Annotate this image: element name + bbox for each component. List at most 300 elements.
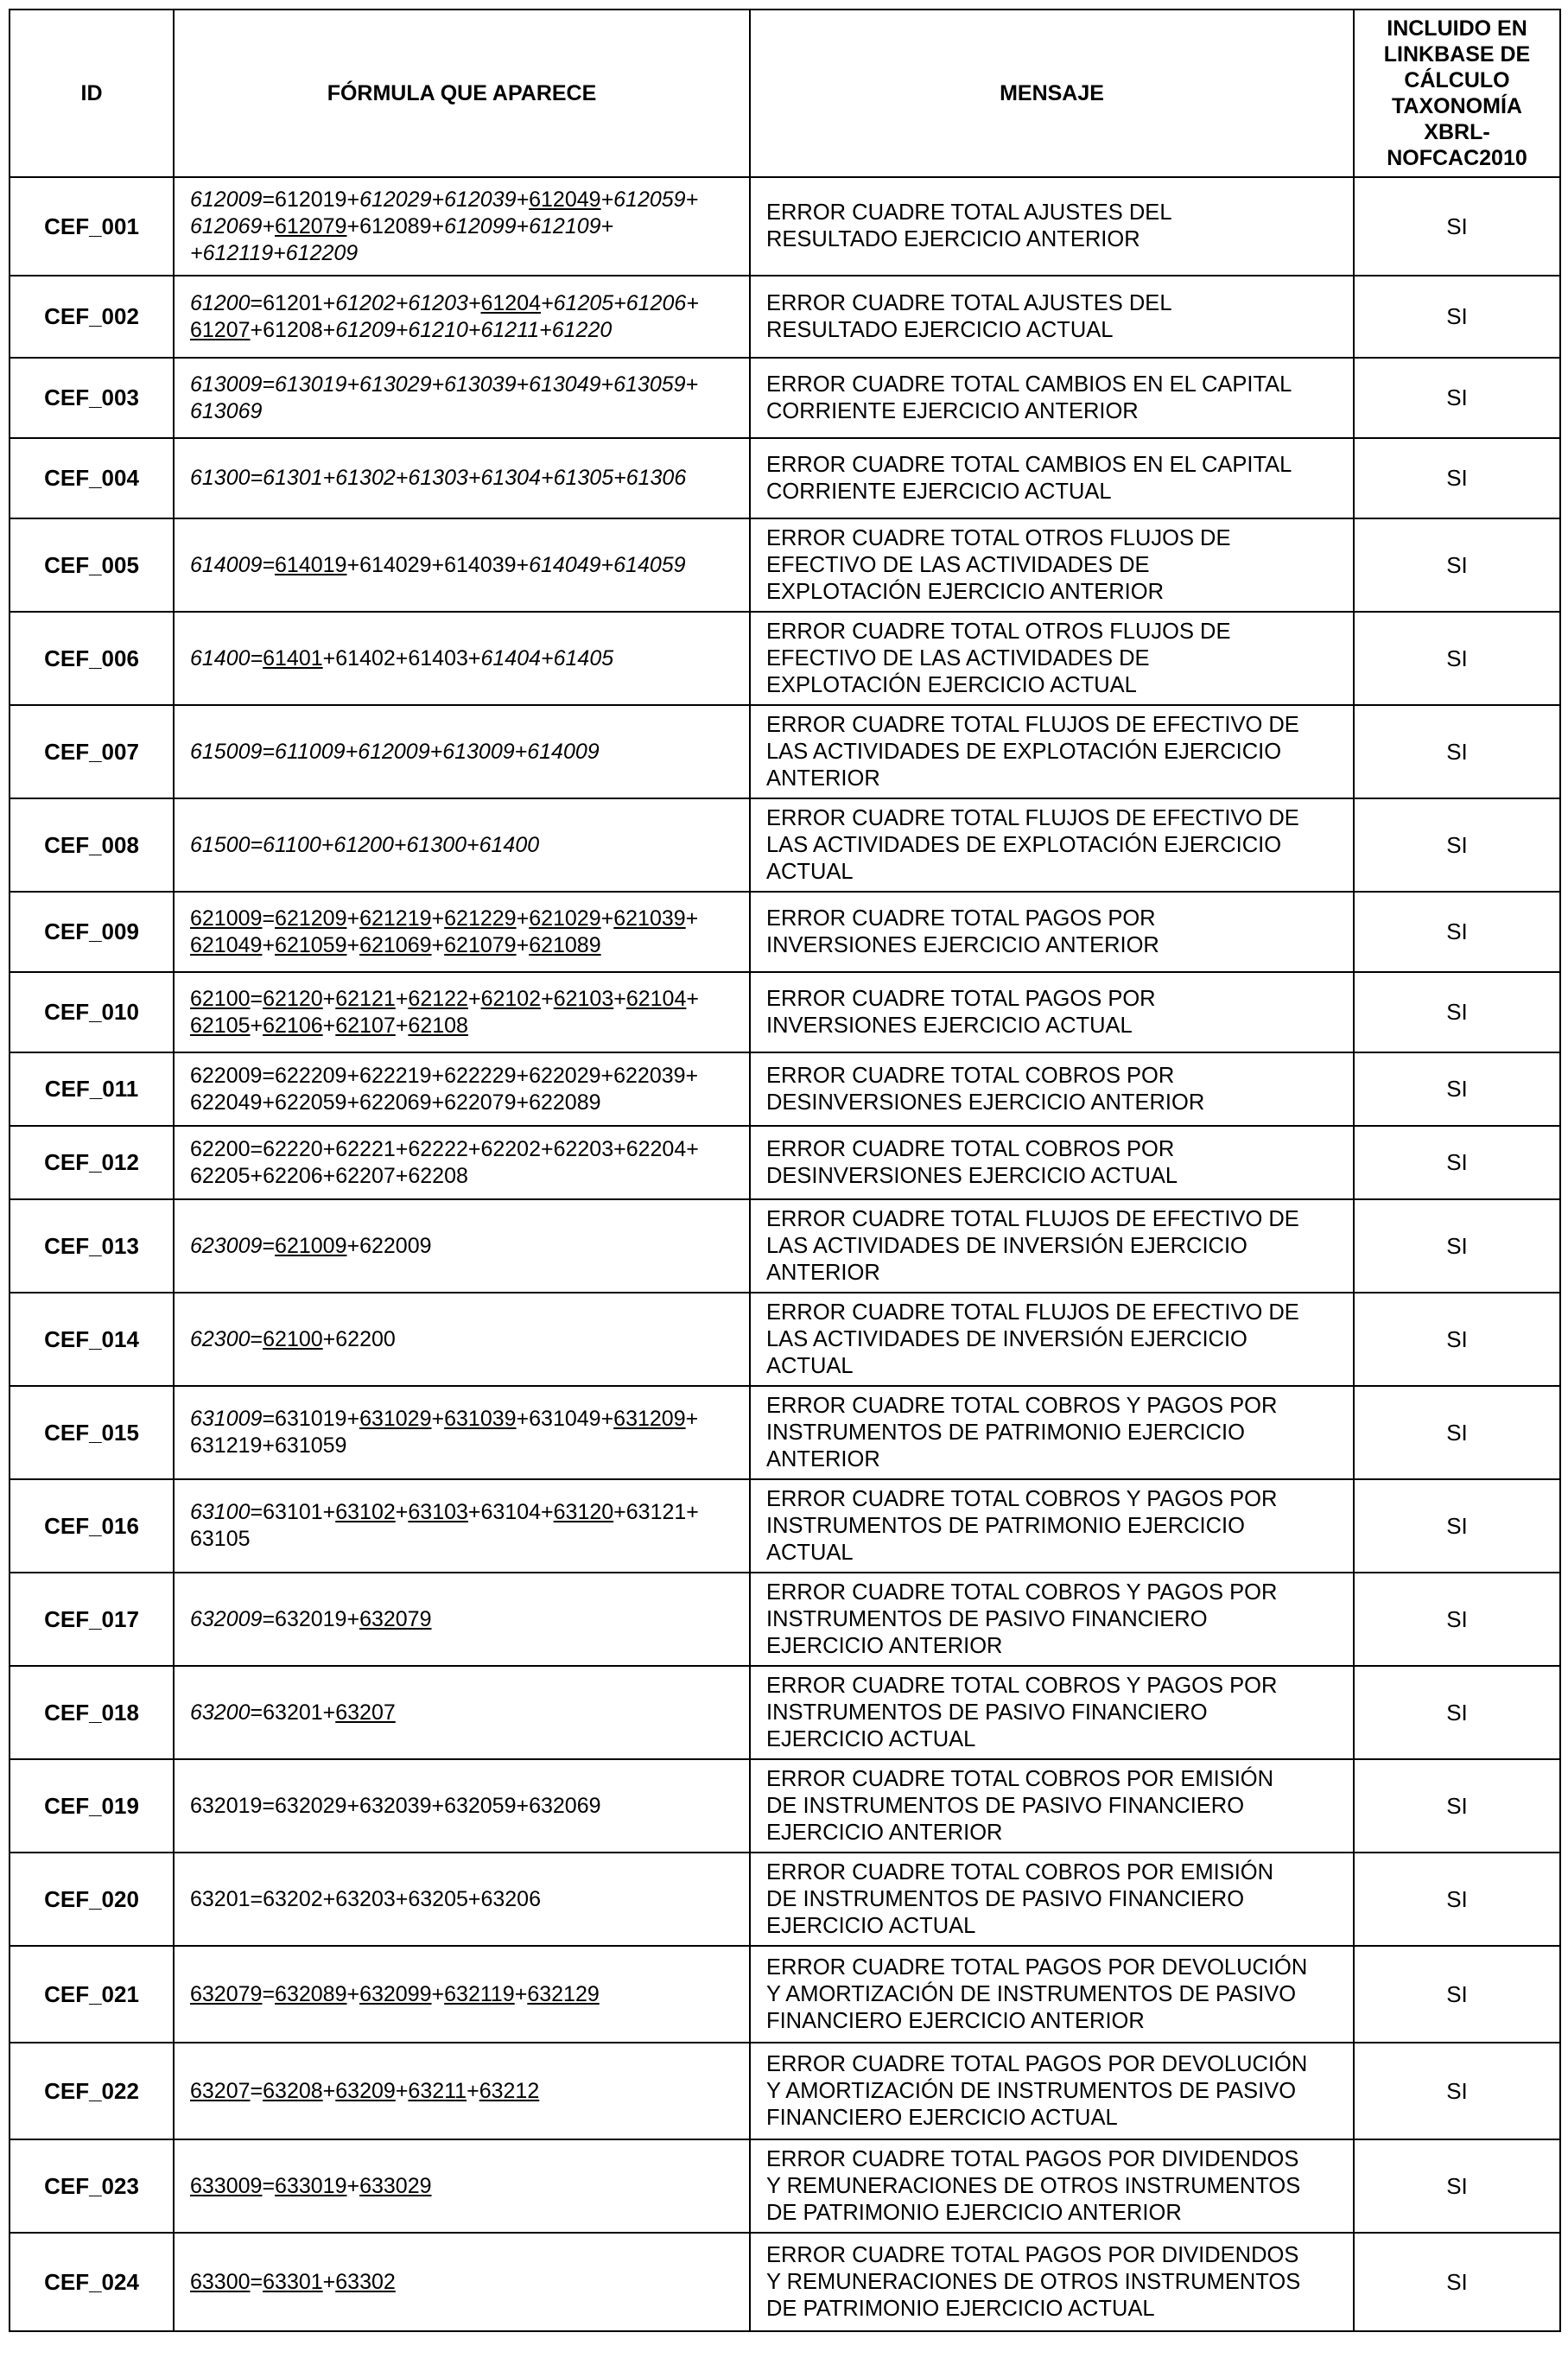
formula-line (190, 1090, 733, 1116)
message-line: ERROR CUADRE TOTAL OTROS FLUJOS DE (766, 525, 1231, 550)
rule-formula (174, 1573, 750, 1666)
table-row (10, 358, 1560, 438)
message-line: DE INSTRUMENTOS DE PASIVO FINANCIERO (766, 1793, 1245, 1818)
formula-term: 621039 (613, 906, 686, 931)
formula-term: +631049+ (516, 1407, 614, 1431)
rule-formula (174, 1946, 750, 2043)
table-row (10, 1946, 1560, 2043)
rule-formula (174, 177, 750, 276)
rule-formula (174, 518, 750, 612)
message-line: ERROR CUADRE TOTAL COBROS POR EMISIÓN (766, 1766, 1274, 1791)
message-line: INSTRUMENTOS DE PATRIMONIO EJERCICIO (766, 1513, 1245, 1538)
table-row (10, 2043, 1560, 2139)
formula-term: + (346, 2173, 360, 2198)
header-included-line: TAXONOMÍA (1392, 94, 1522, 118)
table-row (10, 177, 1560, 276)
message-line: ERROR CUADRE TOTAL PAGOS POR DIVIDENDOS (766, 2146, 1299, 2171)
rule-formula (174, 705, 750, 798)
formula-term: + (686, 986, 699, 1011)
table-row (10, 892, 1560, 972)
formula-term: +612089+ (346, 213, 445, 238)
rule-message (750, 1199, 1354, 1293)
message-line: RESULTADO EJERCICIO ACTUAL (766, 317, 1114, 342)
formula-term: = (262, 1981, 276, 2006)
formula-term: 62100 (190, 986, 251, 1011)
formula-term: + (516, 932, 530, 957)
message-line: INVERSIONES EJERCICIO ACTUAL (766, 1013, 1133, 1038)
rule-message (750, 2043, 1354, 2139)
header-included-line: LINKBASE DE (1383, 42, 1531, 67)
formula-term: +63121+ (613, 1500, 699, 1524)
message-line: ERROR CUADRE TOTAL COBROS Y PAGOS POR (766, 1486, 1278, 1511)
message-line: LAS ACTIVIDADES DE INVERSIÓN EJERCICIO (766, 1233, 1247, 1258)
formula-term: + (346, 906, 360, 931)
formula-term: +614029+614039+ (346, 552, 530, 577)
message-line: ERROR CUADRE TOTAL OTROS FLUJOS DE (766, 619, 1231, 644)
table-row (10, 1052, 1560, 1126)
formula-term: + (467, 2078, 479, 2103)
rule-message (750, 1293, 1354, 1386)
rule-formula (174, 358, 750, 438)
rule-message (750, 2233, 1354, 2331)
formula-line (190, 213, 733, 240)
rule-message (750, 705, 1354, 798)
rule-id: CEF_002 (10, 276, 174, 358)
formula-term: + (322, 2078, 336, 2103)
formula-term: 612079 (275, 213, 347, 238)
formula-line (190, 832, 733, 859)
message-line: ERROR CUADRE TOTAL FLUJOS DE EFECTIVO DE (766, 1206, 1299, 1231)
formula-term: 63105 (190, 1527, 251, 1551)
message-line: ACTUAL (766, 1540, 854, 1565)
formula-line (190, 372, 733, 398)
table-row (10, 612, 1560, 705)
message-line: EXPLOTACIÓN EJERCICIO ACTUAL (766, 672, 1137, 697)
message-line: DESINVERSIONES EJERCICIO ANTERIOR (766, 1090, 1205, 1115)
formula-term: +63104+ (467, 1500, 554, 1524)
rule-id: CEF_013 (10, 1199, 174, 1293)
message-line: EFECTIVO DE LAS ACTIVIDADES DE (766, 645, 1150, 671)
rule-id: CEF_004 (10, 438, 174, 518)
formula-term: + (395, 1500, 409, 1524)
message-line: EJERCICIO ACTUAL (766, 1913, 976, 1938)
formula-term: +61402+61403+ (322, 645, 481, 671)
formula-term: 631209 (613, 1407, 686, 1431)
rule-formula (174, 1199, 750, 1293)
message-line: EXPLOTACIÓN EJERCICIO ANTERIOR (766, 579, 1165, 604)
formula-line (190, 1406, 733, 1433)
formula-term: +61208+ (250, 317, 336, 342)
formula-line (190, 187, 733, 213)
header-id: ID (10, 10, 174, 177)
formula-term: 612099+612109+ (444, 213, 614, 238)
message-line: ERROR CUADRE TOTAL FLUJOS DE EFECTIVO DE (766, 805, 1299, 830)
rule-message (750, 972, 1354, 1052)
formula-term: + (395, 986, 409, 1011)
message-line: ERROR CUADRE TOTAL COBROS POR (766, 1136, 1175, 1161)
table-row (10, 1759, 1560, 1853)
header-included-line: NOFCAC2010 (1387, 146, 1527, 170)
rule-message (750, 1479, 1354, 1573)
formula-term: 63209 (335, 2078, 396, 2103)
rule-message (750, 612, 1354, 705)
formula-term: = (250, 1326, 263, 1351)
message-line: ERROR CUADRE TOTAL PAGOS POR (766, 906, 1156, 931)
header-included-line: XBRL- (1424, 120, 1490, 144)
rule-id: CEF_012 (10, 1126, 174, 1199)
formula-term: 62102 (480, 986, 542, 1011)
message-line: ERROR CUADRE TOTAL COBROS Y PAGOS POR (766, 1393, 1278, 1418)
message-line: ERROR CUADRE TOTAL CAMBIOS EN EL CAPITAL (766, 372, 1292, 397)
rule-formula (174, 1666, 750, 1759)
rule-id: CEF_005 (10, 518, 174, 612)
message-line: INSTRUMENTOS DE PASIVO FINANCIERO (766, 1700, 1208, 1725)
formula-term: + (600, 906, 614, 931)
formula-term: 62120 (263, 986, 323, 1011)
message-line: DE PATRIMONIO EJERCICIO ACTUAL (766, 2296, 1155, 2321)
header-included-line: CÁLCULO (1404, 68, 1510, 92)
message-line: ERROR CUADRE TOTAL COBROS Y PAGOS POR (766, 1673, 1278, 1698)
formula-term: 621009 (190, 906, 263, 931)
formula-term: 633029 (359, 2173, 432, 2198)
formula-line (190, 398, 733, 425)
rule-formula (174, 1293, 750, 1386)
formula-term: 62100 (263, 1326, 323, 1351)
table-row (10, 1126, 1560, 1199)
formula-line (190, 2173, 733, 2200)
formula-term: + (514, 1981, 528, 2006)
formula-term: 621069 (359, 932, 432, 957)
formula-term: 63103 (408, 1500, 468, 1524)
rule-id: CEF_022 (10, 2043, 174, 2139)
formula-term: 621219 (359, 906, 432, 931)
rule-message (750, 1052, 1354, 1126)
rule-included: SI (1354, 177, 1560, 276)
formula-term: 63300 (190, 2269, 251, 2294)
formula-term: +622009 (346, 1233, 432, 1258)
message-line: FINANCIERO EJERCICIO ACTUAL (766, 2105, 1118, 2130)
rule-id: CEF_011 (10, 1052, 174, 1126)
message-line: Y REMUNERACIONES DE OTROS INSTRUMENTOS (766, 2173, 1301, 2198)
formula-term: 621049 (190, 932, 263, 957)
rule-message (750, 1666, 1354, 1759)
formula-line (190, 552, 733, 579)
formula-line (190, 1163, 733, 1190)
formula-term: 61200 (190, 290, 251, 315)
formula-term: + (250, 1013, 263, 1038)
formula-term: 631039 (444, 1407, 517, 1431)
header-message: MENSAJE (750, 10, 1354, 177)
message-line: FINANCIERO EJERCICIO ANTERIOR (766, 2008, 1145, 2033)
message-line: INVERSIONES EJERCICIO ANTERIOR (766, 932, 1159, 957)
formula-line (190, 1700, 733, 1726)
table-row (10, 1386, 1560, 1479)
rule-included: SI (1354, 892, 1560, 972)
message-line: ACTUAL (766, 1353, 854, 1378)
formula-term: 63301 (263, 2269, 323, 2294)
table-row (10, 518, 1560, 612)
rule-included: SI (1354, 358, 1560, 438)
rule-formula (174, 2233, 750, 2331)
formula-term: 62300 (190, 1326, 251, 1351)
rule-formula (174, 1386, 750, 1479)
formula-term: 61207 (190, 317, 251, 342)
formula-line (190, 1606, 733, 1633)
formula-term: 614019 (275, 552, 347, 577)
rule-id: CEF_008 (10, 798, 174, 892)
rule-id: CEF_024 (10, 2233, 174, 2331)
formula-term: 63302 (335, 2269, 396, 2294)
formula-term: 612069+ (190, 213, 276, 238)
rule-included: SI (1354, 1946, 1560, 2043)
header-formula: FÓRMULA QUE APARECE (174, 10, 750, 177)
formula-term: 62200=62220+62221+62222+62202+62203+62204+ (190, 1136, 699, 1161)
message-line: CORRIENTE EJERCICIO ACTUAL (766, 479, 1112, 504)
rule-id: CEF_009 (10, 892, 174, 972)
formula-term: 63201=63202+63203+63205+63206 (190, 1886, 541, 1911)
formula-term: 621029 (529, 906, 601, 931)
formula-line (190, 1013, 733, 1039)
formula-term: 621209 (275, 906, 347, 931)
formula-term: 612029+612039+ (359, 187, 530, 212)
formula-term: 621229 (444, 906, 517, 931)
table-row (10, 1479, 1560, 1573)
table-row (10, 972, 1560, 1052)
formula-line (190, 240, 733, 267)
formula-line (190, 1063, 733, 1090)
rule-id: CEF_017 (10, 1573, 174, 1666)
message-line: Y REMUNERACIONES DE OTROS INSTRUMENTOS (766, 2269, 1301, 2294)
rule-message (750, 2139, 1354, 2233)
rule-included: SI (1354, 1759, 1560, 1853)
message-line: EJERCICIO ACTUAL (766, 1726, 976, 1751)
table-row (10, 1293, 1560, 1386)
rule-message (750, 518, 1354, 612)
formula-term: 632079 (190, 1981, 263, 2006)
message-line: LAS ACTIVIDADES DE INVERSIÓN EJERCICIO (766, 1326, 1247, 1351)
formula-term: 633019 (275, 2173, 347, 2198)
formula-term: + (262, 932, 276, 957)
formula-term: =632019+ (262, 1606, 360, 1631)
formula-term: 621089 (529, 932, 601, 957)
rule-included: SI (1354, 1199, 1560, 1293)
formula-term: 61209+61210+61211+61220 (335, 317, 613, 342)
formula-term: 632099 (359, 1981, 432, 2006)
message-line: Y AMORTIZACIÓN DE INSTRUMENTOS DE PASIVO (766, 2078, 1297, 2103)
rule-included: SI (1354, 612, 1560, 705)
rule-included: SI (1354, 518, 1560, 612)
message-line: ERROR CUADRE TOTAL FLUJOS DE EFECTIVO DE (766, 1300, 1299, 1325)
formula-term: 623009 (190, 1233, 263, 1258)
formula-term: 612009 (190, 187, 263, 212)
rule-id: CEF_006 (10, 612, 174, 705)
rule-included: SI (1354, 276, 1560, 358)
formula-term: + (395, 1013, 409, 1038)
table-row (10, 1853, 1560, 1946)
rule-included: SI (1354, 438, 1560, 518)
rule-message (750, 892, 1354, 972)
formula-term: 62103 (553, 986, 614, 1011)
formula-line (190, 317, 733, 344)
formula-term: 632079 (359, 1606, 432, 1631)
rule-formula (174, 1479, 750, 1573)
formula-line (190, 1793, 733, 1820)
rule-formula (174, 1759, 750, 1853)
rule-id: CEF_001 (10, 177, 174, 276)
formula-term: 631029 (359, 1407, 432, 1431)
formula-term: + (685, 1407, 699, 1431)
rule-included: SI (1354, 1853, 1560, 1946)
formula-term: 62122 (408, 986, 468, 1011)
formula-term: 63208 (263, 2078, 323, 2103)
formula-term: + (346, 932, 360, 957)
rule-formula (174, 612, 750, 705)
formula-term: =612019+ (262, 187, 360, 212)
table-row (10, 276, 1560, 358)
formula-term: 612049 (529, 187, 601, 212)
table-row (10, 1573, 1560, 1666)
rule-included: SI (1354, 1293, 1560, 1386)
header-row (10, 10, 1560, 177)
rule-message (750, 276, 1354, 358)
rule-included: SI (1354, 1573, 1560, 1666)
formula-term: 62104 (625, 986, 687, 1011)
formula-term: 63212 (479, 2078, 540, 2103)
rule-message (750, 438, 1354, 518)
rule-message (750, 1946, 1354, 2043)
message-line: RESULTADO EJERCICIO ANTERIOR (766, 227, 1140, 251)
formula-term: 61401 (263, 645, 323, 671)
table-row (10, 1666, 1560, 1759)
formula-line (190, 1326, 733, 1353)
formula-term: 614009= (190, 552, 276, 577)
formula-line (190, 986, 733, 1013)
formula-term: +61205+61206+ (541, 290, 699, 315)
message-line: ERROR CUADRE TOTAL AJUSTES DEL (766, 290, 1172, 315)
message-line: ERROR CUADRE TOTAL CAMBIOS EN EL CAPITAL (766, 452, 1292, 477)
formula-line (190, 2269, 733, 2296)
message-line: ERROR CUADRE TOTAL COBROS POR EMISIÓN (766, 1859, 1274, 1884)
formula-term: 62107 (335, 1013, 396, 1038)
rule-included: SI (1354, 972, 1560, 1052)
rule-formula (174, 892, 750, 972)
rule-formula (174, 1853, 750, 1946)
rule-id: CEF_019 (10, 1759, 174, 1853)
rule-id: CEF_016 (10, 1479, 174, 1573)
formula-term: 63207 (190, 2078, 251, 2103)
rule-formula (174, 2043, 750, 2139)
message-line: ERROR CUADRE TOTAL PAGOS POR (766, 986, 1156, 1011)
rule-formula (174, 2139, 750, 2233)
rules-body (10, 177, 1560, 2331)
formula-term: 61300=61301+61302+61303+61304+61305+61306 (190, 466, 687, 490)
rule-id: CEF_010 (10, 972, 174, 1052)
rule-included: SI (1354, 798, 1560, 892)
formula-term: 621079 (444, 932, 517, 957)
message-line: EFECTIVO DE LAS ACTIVIDADES DE (766, 552, 1150, 577)
formula-term: + (431, 932, 445, 957)
formula-term: 61404+61405 (480, 645, 614, 671)
rule-id: CEF_014 (10, 1293, 174, 1386)
formula-term: 63102 (335, 1500, 396, 1524)
rule-id: CEF_015 (10, 1386, 174, 1479)
message-line: ERROR CUADRE TOTAL PAGOS POR DIVIDENDOS (766, 2242, 1299, 2267)
formula-line (190, 739, 733, 766)
formula-term: + (346, 1981, 360, 2006)
formula-term: =63101+ (250, 1500, 336, 1524)
formula-term: = (262, 1233, 276, 1258)
message-line: INSTRUMENTOS DE PASIVO FINANCIERO (766, 1606, 1208, 1631)
rule-message (750, 177, 1354, 276)
table-row (10, 705, 1560, 798)
rule-id: CEF_003 (10, 358, 174, 438)
rule-included: SI (1354, 1126, 1560, 1199)
formula-term: = (250, 2269, 263, 2294)
table-row (10, 798, 1560, 892)
formula-term: + (431, 906, 445, 931)
formula-term: + (322, 1013, 336, 1038)
rule-included: SI (1354, 705, 1560, 798)
formula-term: 613009=613019+613029+613039+613049+613059+ (190, 372, 699, 397)
message-line: DE PATRIMONIO EJERCICIO ANTERIOR (766, 2200, 1182, 2225)
rule-included: SI (1354, 1052, 1560, 1126)
formula-term: 621059 (275, 932, 347, 957)
formula-term: 632019=632029+632039+632059+632069 (190, 1793, 601, 1818)
formula-term: 632119 (444, 1981, 515, 2006)
message-line: ERROR CUADRE TOTAL AJUSTES DEL (766, 200, 1172, 225)
table-row (10, 438, 1560, 518)
formula-term: +612059+ (600, 187, 699, 212)
message-line: ERROR CUADRE TOTAL PAGOS POR DEVOLUCIÓN (766, 2051, 1308, 2076)
rule-id: CEF_020 (10, 1853, 174, 1946)
formula-term: 61204 (480, 290, 542, 315)
formula-term: 631219+631059 (190, 1433, 347, 1458)
message-line: ACTUAL (766, 859, 854, 884)
message-line: ERROR CUADRE TOTAL FLUJOS DE EFECTIVO DE (766, 712, 1299, 737)
formula-term: 63211 (408, 2078, 467, 2103)
message-line: EJERCICIO ANTERIOR (766, 1820, 1003, 1845)
rule-included: SI (1354, 2233, 1560, 2331)
formula-line (190, 1526, 733, 1553)
rule-included: SI (1354, 1666, 1560, 1759)
message-line: DE INSTRUMENTOS DE PASIVO FINANCIERO (766, 1886, 1245, 1911)
validation-rules-table (9, 9, 1561, 2332)
formula-line (190, 645, 733, 672)
rule-message (750, 1853, 1354, 1946)
formula-term: 62105 (190, 1013, 251, 1038)
rule-formula (174, 1052, 750, 1126)
formula-line (190, 2078, 733, 2105)
formula-term: 63200 (190, 1700, 251, 1725)
formula-term: 633009 (190, 2173, 263, 2198)
formula-term: 622049+622059+622069+622079+622089 (190, 1090, 601, 1115)
formula-term: 61202+61203+ (335, 290, 481, 315)
formula-term: 622009=622209+622219+622229+622029+622039+ (190, 1063, 699, 1088)
formula-term: 615009=611009+612009+613009+614009 (190, 739, 600, 764)
table-row (10, 2233, 1560, 2331)
formula-term: 62106 (263, 1013, 323, 1038)
formula-term: 62205+62206+62207+62208 (190, 1163, 468, 1188)
formula-term: + (431, 1407, 445, 1431)
formula-term: 631009 (190, 1407, 263, 1431)
formula-line (190, 1433, 733, 1459)
header-included-line: INCLUIDO EN (1387, 16, 1527, 41)
formula-term: 62121 (335, 986, 396, 1011)
formula-term: = (250, 2078, 263, 2103)
message-line: ANTERIOR (766, 1446, 880, 1471)
rule-message (750, 1126, 1354, 1199)
message-line: LAS ACTIVIDADES DE EXPLOTACIÓN EJERCICIO (766, 739, 1282, 764)
